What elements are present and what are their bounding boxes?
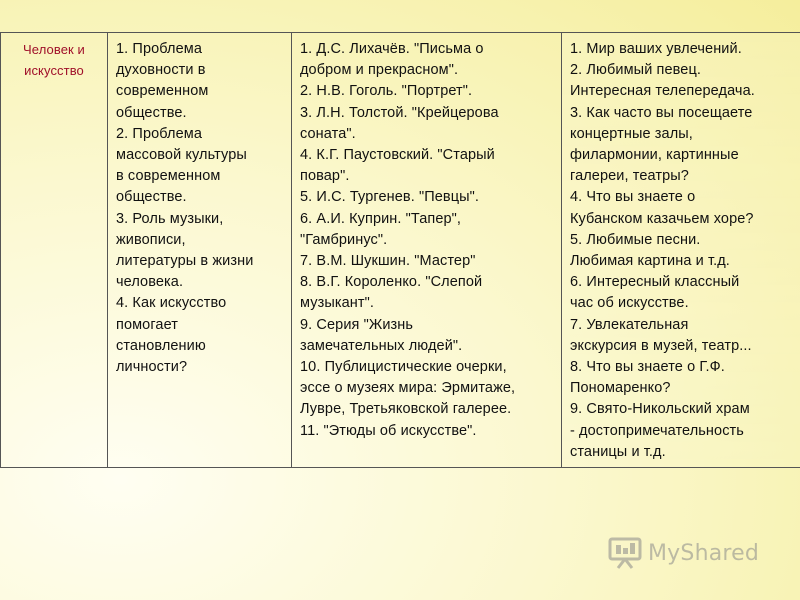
- topic-line: искусство: [24, 63, 84, 78]
- activities-line: концертные залы,: [570, 125, 693, 142]
- activities-line: Кубанском казачьем хоре?: [570, 210, 754, 227]
- activities-line: 8. Что вы знаете о Г.Ф.: [570, 359, 725, 376]
- literature-line: 11. "Этюды об искусстве".: [300, 422, 477, 439]
- literature-line: соната".: [300, 125, 356, 142]
- literature-line: 8. В.Г. Короленко. "Слепой: [300, 274, 483, 291]
- problems-cell: [108, 33, 292, 468]
- problems-line: духовности в: [116, 62, 206, 79]
- problems-line: 3. Роль музыки,: [116, 210, 224, 227]
- problems-line: 4. Как искусство: [116, 295, 227, 312]
- watermark-text: MyShared: [648, 540, 760, 566]
- problems-line: обществе.: [116, 189, 187, 206]
- problems-line: обществе.: [116, 104, 187, 121]
- literature-line: 4. К.Г. Паустовский. "Старый: [300, 147, 495, 164]
- problems-line: 1. Проблема: [116, 41, 202, 57]
- presentation-board-icon: [608, 537, 642, 569]
- activities-cell: [562, 33, 800, 468]
- activities-line: Интересная телепередача.: [570, 83, 755, 100]
- activities-line: 7. Увлекательная: [570, 316, 689, 333]
- problems-line: современном: [116, 83, 209, 100]
- problems-line: 2. Проблема: [116, 125, 202, 142]
- literature-line: Лувре, Третьяковской галерее.: [300, 401, 512, 418]
- activities-line: 1. Мир ваших увлечений.: [570, 41, 742, 57]
- literature-line: повар".: [300, 168, 350, 185]
- problems-line: живописи,: [116, 231, 186, 248]
- literature-line: 10. Публицистические очерки,: [300, 359, 507, 376]
- topic-line: Человек и: [23, 42, 85, 57]
- problems-line: становлению: [116, 337, 206, 354]
- activities-line: Пономаренко?: [570, 380, 671, 397]
- literature-line: 3. Л.Н. Толстой. "Крейцерова: [300, 104, 499, 121]
- literature-line: 9. Серия "Жизнь: [300, 316, 414, 333]
- activities-line: 4. Что вы знаете о: [570, 189, 696, 206]
- problems-line: литературы в жизни: [116, 253, 254, 270]
- activities-line: Любимая картина и т.д.: [570, 253, 730, 270]
- activities-line: 2. Любимый певец.: [570, 62, 701, 79]
- activities-line: 5. Любимые песни.: [570, 231, 701, 248]
- activities-line: час об искусстве.: [570, 295, 689, 312]
- activities-line: филармонии, картинные: [570, 147, 739, 164]
- problems-line: массовой культуры: [116, 147, 247, 164]
- activities-line: 9. Свято-Никольский храм: [570, 401, 750, 418]
- activities-line: 6. Интересный классный: [570, 274, 740, 291]
- problems-line: в современном: [116, 168, 221, 185]
- problems-line: личности?: [116, 359, 188, 376]
- literature-cell: [292, 33, 562, 468]
- problems-line: человека.: [116, 274, 184, 291]
- literature-line: 7. В.М. Шукшин. "Мастер": [300, 253, 476, 270]
- literature-line: 2. Н.В. Гоголь. "Портрет".: [300, 83, 473, 100]
- topic-cell: [1, 33, 108, 468]
- literature-line: замечательных людей".: [300, 337, 463, 354]
- literature-line: "Гамбринус".: [300, 231, 388, 248]
- literature-line: 1. Д.С. Лихачёв. "Письма о: [300, 41, 484, 57]
- content-table: [0, 32, 800, 468]
- activities-line: экскурсия в музей, театр...: [570, 337, 752, 354]
- activities-line: - достопримечательность: [570, 422, 744, 439]
- activities-line: станицы и т.д.: [570, 443, 666, 460]
- literature-line: музыкант".: [300, 295, 375, 312]
- activities-line: 3. Как часто вы посещаете: [570, 104, 753, 121]
- literature-line: эссе о музеях мира: Эрмитаже,: [300, 380, 516, 397]
- literature-line: добром и прекрасном".: [300, 62, 459, 79]
- literature-line: 5. И.С. Тургенев. "Певцы".: [300, 189, 479, 206]
- problems-line: помогает: [116, 316, 179, 333]
- activities-line: галереи, театры?: [570, 168, 689, 185]
- table-row: [1, 33, 800, 468]
- literature-line: 6. А.И. Куприн. "Тапер",: [300, 210, 462, 227]
- watermark: [608, 535, 759, 571]
